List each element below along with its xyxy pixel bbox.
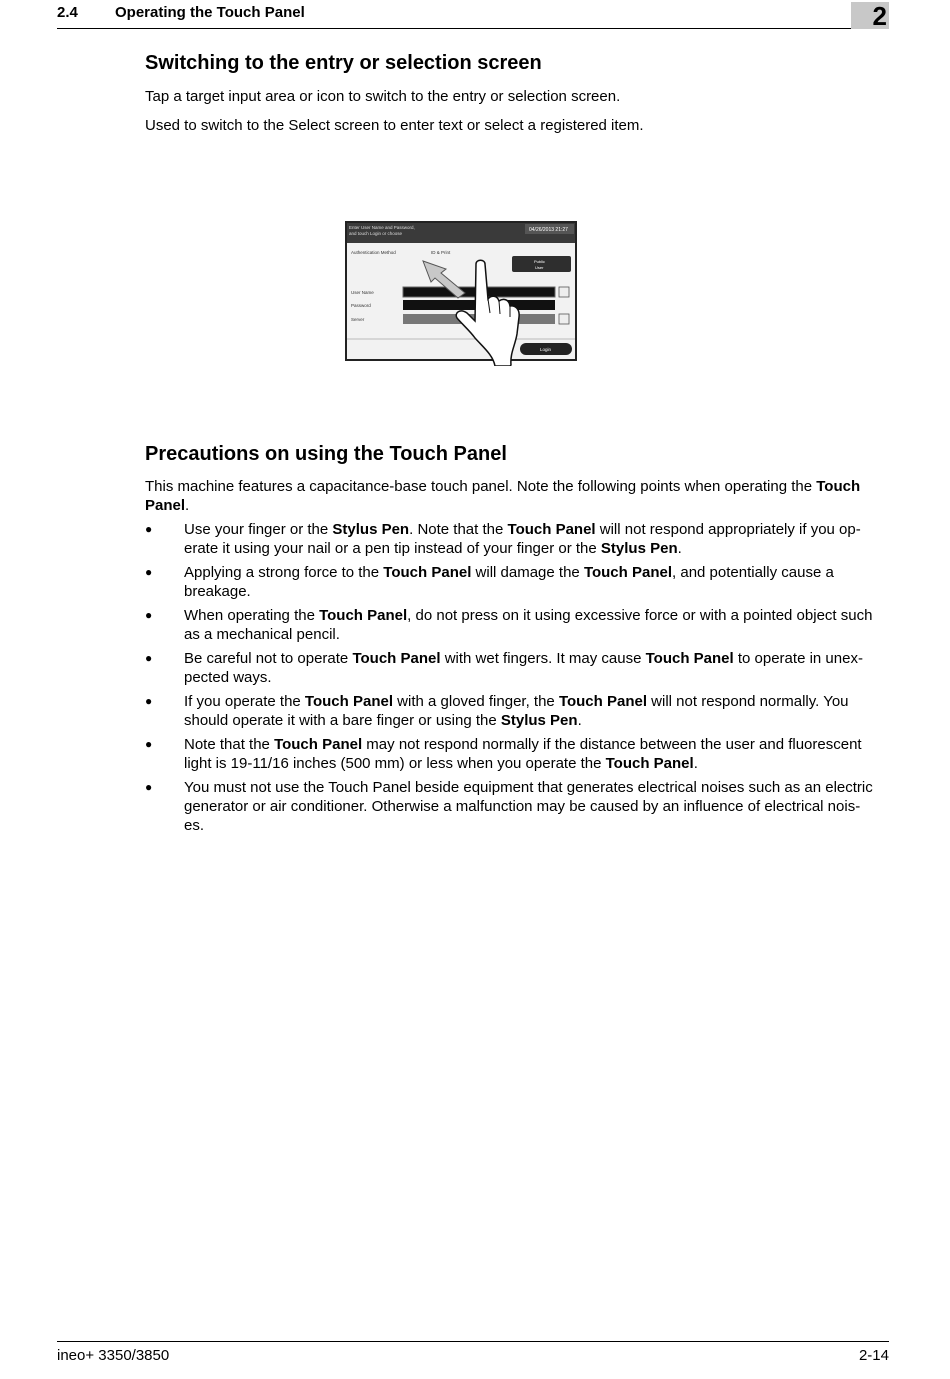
list-item: ● If you operate the Touch Panel with a gloved finger, the Touch Panel will not respond normally. You should operate it with a bare finger or using the Stylus Pen.	[145, 693, 849, 729]
section-number: 2.4	[57, 4, 78, 21]
precautions-intro: This machine features a capacitance-base touch panel. Note the following points when operating the Touch Panel.	[145, 478, 861, 514]
bullet-icon: ●	[145, 651, 153, 665]
list-item: ● When operating the Touch Panel, do not press on it using excessive force or with a pointed object such as a mechanical pencil.	[145, 607, 873, 643]
switching-heading: Switching to the entry or selection screen	[145, 52, 542, 74]
model-name: ineo+ 3350/3850	[57, 1347, 170, 1364]
svg-text:User: User	[535, 265, 544, 270]
precautions-heading: Precautions on using the Touch Panel	[145, 443, 507, 465]
password-label: Password	[351, 303, 371, 308]
server-label: Server	[351, 317, 365, 322]
page-header	[57, 0, 889, 29]
bullet-icon: ●	[145, 780, 153, 794]
bullet-icon: ●	[145, 565, 153, 579]
screen-datetime: 04/26/2013 21:27	[529, 227, 568, 233]
username-keyboard-icon	[559, 287, 569, 297]
auth-method-label: Authentication Method	[351, 250, 396, 255]
username-label: User Name	[351, 290, 374, 295]
bullet-icon: ●	[145, 694, 153, 708]
precautions-list	[145, 520, 889, 840]
chapter-tab	[851, 2, 889, 29]
screen-prompt-line1: Enter User Name and Password,	[349, 225, 415, 230]
switching-paragraph-1: Tap a target input area or icon to switch to the entry or selection screen.	[145, 88, 621, 105]
list-item: ● Applying a strong force to the Touch Panel will damage the Touch Panel, and potentially cause a breakage.	[145, 564, 834, 600]
chapter-number: 2	[872, 1, 887, 31]
bullet-icon: ●	[145, 737, 153, 751]
bullet-icon: ●	[145, 522, 153, 536]
screen-prompt-line2: and touch Login or choose	[349, 231, 403, 236]
list-item: ● You must not use the Touch Panel beside equipment that generates electrical noises such as an electric generator or air conditioner. Otherwise a malfunction may be caused by an influence of electrical nois- es.	[145, 779, 873, 834]
page-number: 2-14	[858, 1347, 889, 1364]
list-item: ● Note that the Touch Panel may not respond normally if the distance between the user and fluorescent light is 19-11/16 inches (500 mm) or less when you operate the Touch Panel.	[145, 736, 862, 772]
touch-panel-illustration	[345, 221, 577, 366]
touch-panel-screen	[345, 221, 577, 366]
bullet-icon: ●	[145, 608, 153, 622]
server-keyboard-icon	[559, 314, 569, 324]
list-item: ● Use your finger or the Stylus Pen. Note that the Touch Panel will not respond appropriately if you op- erate it using your nail or a pen tip instead of your finger or the Stylus Pen.	[145, 521, 861, 557]
list-item: ● Be careful not to operate Touch Panel with wet fingers. It may cause Touch Panel to operate in unex- pected ways.	[145, 650, 863, 686]
switching-paragraph-2: Used to switch to the Select screen to enter text or select a registered item.	[145, 117, 644, 134]
svg-text:Login: Login	[540, 347, 552, 352]
section-title: Operating the Touch Panel	[115, 4, 305, 21]
svg-text:Public: Public	[534, 259, 545, 264]
page-footer	[57, 1341, 889, 1364]
auth-method-value: ID & Print	[431, 250, 451, 255]
